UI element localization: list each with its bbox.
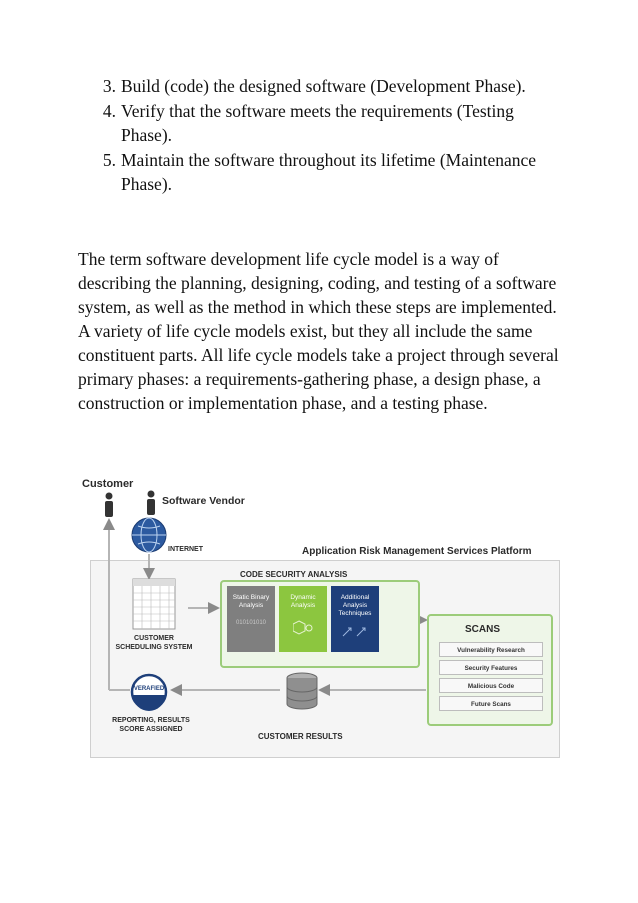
platform-title: Application Risk Management Services Platform bbox=[302, 546, 532, 557]
additional-analysis-box bbox=[331, 586, 379, 652]
static-label: Static Binary Analysis bbox=[232, 594, 270, 609]
list-text: Verify that the software meets the requirements (Testing Phase). bbox=[121, 100, 514, 145]
list-item bbox=[78, 99, 568, 148]
platform-diagram bbox=[80, 470, 562, 762]
reporting-label: REPORTING, RESULTS SCORE ASSIGNED bbox=[112, 717, 190, 733]
scan-item: Future Scans bbox=[439, 696, 543, 711]
software-vendor-label: Software Vendor bbox=[162, 495, 245, 507]
scan-item: Malicious Code bbox=[439, 678, 543, 693]
database-icon bbox=[285, 672, 319, 712]
hexagon-icon bbox=[293, 620, 313, 636]
scheduling-label: CUSTOMER SCHEDULING SYSTEM bbox=[115, 635, 193, 651]
list-item bbox=[78, 74, 568, 99]
phase-list bbox=[78, 74, 568, 197]
scans-title: SCANS bbox=[465, 624, 501, 635]
customer-results-label: CUSTOMER RESULTS bbox=[258, 732, 343, 741]
list-number: 4. bbox=[102, 100, 116, 121]
svg-text:VERAFIED: VERAFIED bbox=[133, 686, 165, 692]
list-number: 5. bbox=[102, 149, 116, 170]
body-paragraph: The term software development life cycle model is a way of describing the planning, designing, coding, and testing of a software system, as well as the method in which these steps are implemented. A variety of life cycle models exist, but they all include the same constituent parts. All life cycle models take a project through several primary phases: a requirements-gathering phase, a design phase, a construction or implementation phase, and a testing phase. bbox=[78, 249, 559, 413]
internet-label: INTERNET bbox=[168, 546, 203, 553]
scans-panel bbox=[427, 614, 553, 726]
list-text: Build (code) the designed software (Development Phase). bbox=[121, 76, 526, 96]
veracode-seal-logo bbox=[130, 673, 168, 711]
list-number: 3. bbox=[102, 76, 116, 96]
list-item bbox=[78, 148, 568, 197]
additional-label: Additional Analysis Techniques bbox=[338, 594, 372, 617]
csa-title: CODE SECURITY ANALYSIS bbox=[240, 570, 348, 579]
scan-item: Vulnerability Research bbox=[439, 642, 543, 657]
binary-text: 010101010 bbox=[235, 620, 267, 626]
dynamic-analysis-box bbox=[279, 586, 327, 652]
spreadsheet-icon bbox=[132, 578, 176, 630]
scan-item: Security Features bbox=[439, 660, 543, 675]
dynamic-label: Dynamic Analysis bbox=[290, 594, 316, 609]
arrows-icon bbox=[341, 622, 369, 638]
static-analysis-box bbox=[227, 586, 275, 652]
list-text: Maintain the software throughout its lifetime (Maintenance Phase). bbox=[121, 149, 537, 194]
customer-label: Customer bbox=[82, 478, 134, 490]
